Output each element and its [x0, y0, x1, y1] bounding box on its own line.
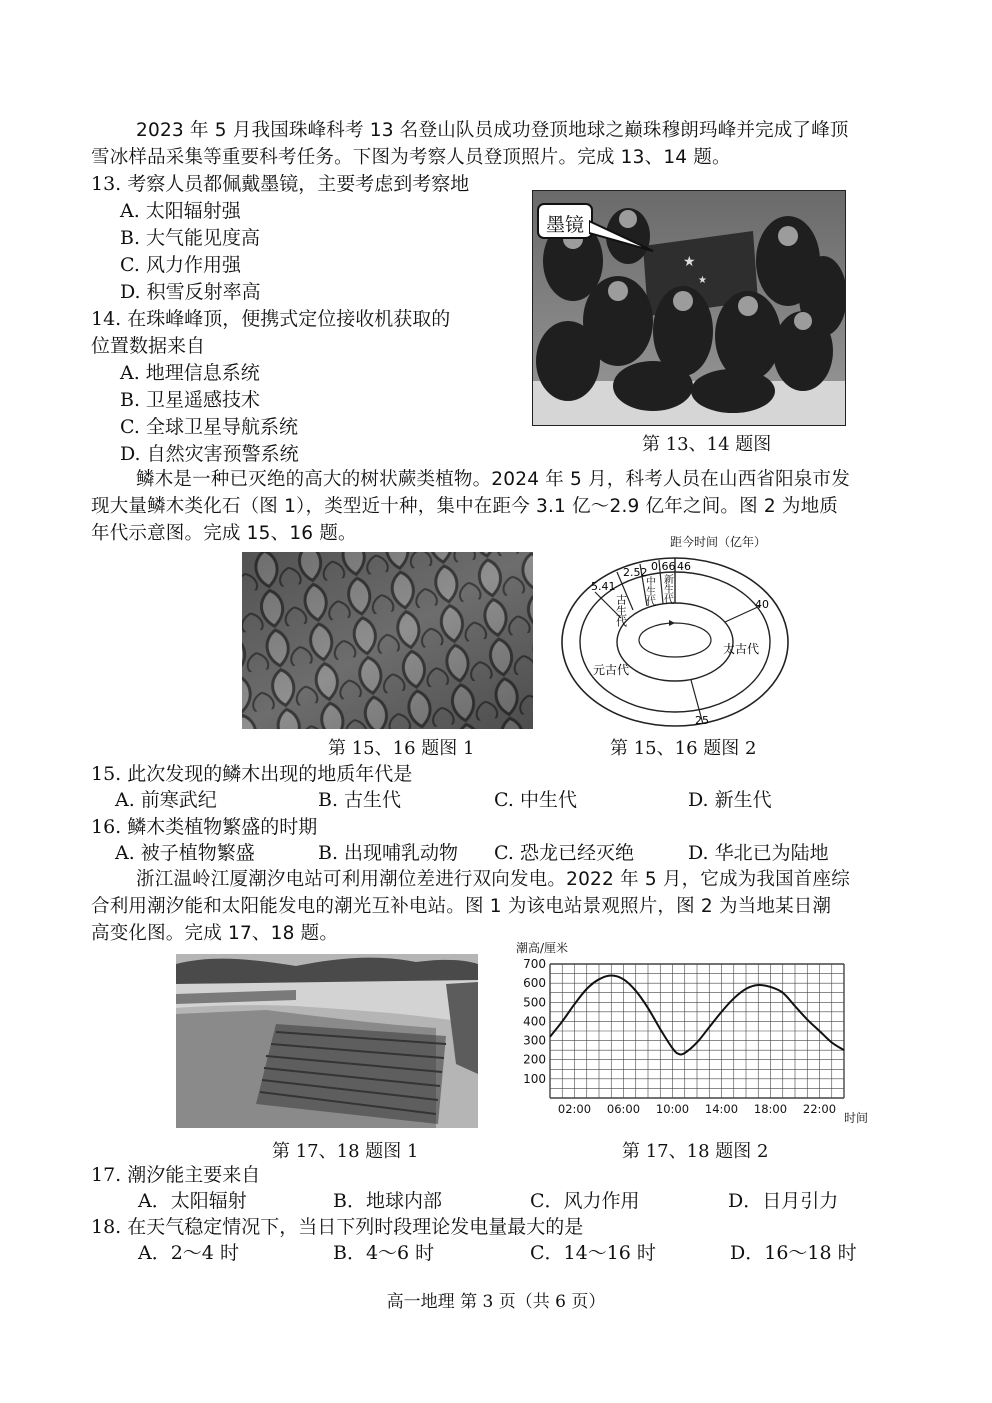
question-14-option-b[interactable]: B. 卫星遥感技术 — [120, 389, 261, 411]
question-18-option-b[interactable]: B．4～6 时 — [333, 1242, 435, 1264]
question-14-option-a[interactable]: A. 地理信息系统 — [120, 362, 260, 384]
y-tick-label: 200 — [523, 1052, 546, 1067]
tide-height-chart — [506, 934, 876, 1134]
question-16-option-a[interactable]: A. 被子植物繁盛 — [115, 842, 255, 864]
passage-3-line-3: 高变化图。完成 17、18 题。 — [91, 923, 339, 944]
tick-2-52-label: 2.52 — [623, 566, 648, 579]
question-15-option-d[interactable]: D. 新生代 — [688, 789, 772, 811]
passage-2-line-3: 年代示意图。完成 15、16 题。 — [91, 523, 357, 544]
summit-photo — [532, 190, 846, 426]
figure-17-18-caption-2: 第 17、18 题图 2 — [622, 1141, 769, 1162]
question-13-option-c[interactable]: C. 风力作用强 — [120, 254, 241, 276]
question-18-stem: 18. 在天气稳定情况下，当日下列时段理论发电量最大的是 — [91, 1216, 584, 1238]
era-paleozoic: 古生代 — [614, 594, 628, 627]
tidal-power-station-photo — [176, 954, 478, 1128]
question-18-option-a[interactable]: A．2～4 时 — [138, 1242, 239, 1264]
chart-y-axis-label: 潮高/厘米 — [516, 941, 569, 955]
inner-ring — [617, 603, 733, 681]
passage-3-line-1: 浙江温岭江厦潮汐电站可利用潮位差进行双向发电。2022 年 5 月，它成为我国首座综 — [136, 869, 850, 890]
question-17-option-d[interactable]: D．日月引力 — [728, 1190, 839, 1212]
figure-13-14-caption: 第 13、14 题图 — [642, 434, 772, 455]
passage-2-line-1: 鳞木是一种已灭绝的高大的树状蕨类植物。2024 年 5 月，科考人员在山西省阳泉市发 — [136, 469, 850, 490]
question-17-option-b[interactable]: B．地球内部 — [333, 1190, 442, 1212]
x-tick-label: 22:00 — [802, 1102, 837, 1116]
chart-x-axis-label: 时间 — [844, 1111, 869, 1125]
figure-15-16-caption-2: 第 15、16 题图 2 — [610, 738, 757, 759]
lepidodendron-fossil-photo — [242, 552, 533, 729]
sunglasses-callout-label: 墨镜 — [545, 214, 584, 236]
arrow-ring — [639, 623, 711, 657]
question-13-stem: 13. 考察人员都佩戴墨镜，主要考虑到考察地 — [91, 173, 470, 195]
time-axis-title: 距今时间（亿年） — [670, 535, 767, 549]
question-17-stem: 17. 潮汐能主要来自 — [91, 1164, 261, 1186]
question-18-option-c[interactable]: C．14～16 时 — [530, 1242, 656, 1264]
question-16-option-d[interactable]: D. 华北已为陆地 — [688, 842, 829, 864]
question-14-option-d[interactable]: D. 自然灾害预警系统 — [120, 443, 299, 465]
question-13-option-a[interactable]: A. 太阳辐射强 — [120, 200, 241, 222]
question-13-option-b[interactable]: B. 大气能见度高 — [120, 227, 261, 249]
svg-text:★: ★ — [683, 254, 696, 270]
y-tick-label: 100 — [523, 1071, 546, 1086]
tick-46-label: 46 — [677, 560, 691, 573]
y-tick-label: 400 — [523, 1014, 546, 1029]
figure-17-18-caption-1: 第 17、18 题图 1 — [272, 1141, 419, 1162]
tick-25-label: 25 — [695, 714, 709, 727]
era-cenozoic: 新生代 — [661, 574, 673, 604]
era-mesozoic: 中生代 — [643, 576, 655, 606]
question-16-option-c[interactable]: C. 恐龙已经灭绝 — [494, 842, 634, 864]
y-tick-label: 500 — [523, 995, 546, 1010]
page-footer: 高一地理 第 3 页（共 6 页） — [386, 1292, 606, 1312]
passage-2-line-2: 现大量鳞木类化石（图 1），类型近十种，集中在距今 3.1 亿～2.9 亿年之间。图 2 为地质 — [91, 496, 839, 517]
x-tick-label: 02:00 — [557, 1102, 592, 1116]
fossil-texture — [242, 552, 533, 729]
x-tick-label: 10:00 — [655, 1102, 690, 1116]
y-tick-label: 700 — [523, 957, 546, 971]
era-proterozoic: 元古代 — [593, 663, 630, 677]
question-15-option-a[interactable]: A. 前寒武纪 — [115, 789, 217, 811]
question-15-option-c[interactable]: C. 中生代 — [494, 789, 577, 811]
x-tick-label: 06:00 — [606, 1102, 641, 1116]
x-tick-label: 18:00 — [753, 1102, 788, 1116]
svg-text:★: ★ — [698, 275, 707, 286]
question-15-stem: 15. 此次发现的鳞木出现的地质年代是 — [91, 763, 413, 785]
figure-15-16-caption-1: 第 15、16 题图 1 — [328, 738, 475, 759]
question-17-option-c[interactable]: C．风力作用 — [530, 1190, 640, 1212]
passage-1-line-2: 雪冰样品采集等重要科考任务。下图为考察人员登顶照片。完成 13、14 题。 — [91, 147, 731, 168]
direction-arrow — [669, 620, 675, 626]
question-14-option-c[interactable]: C. 全球卫星导航系统 — [120, 416, 298, 438]
question-17-option-a[interactable]: A．太阳辐射 — [138, 1190, 247, 1212]
callout-pointer — [589, 217, 659, 257]
question-14-stem-continued: 位置数据来自 — [91, 335, 206, 357]
question-15-option-b[interactable]: B. 古生代 — [318, 789, 402, 811]
x-tick-label: 14:00 — [704, 1102, 739, 1116]
question-16-stem: 16. 鳞木类植物繁盛的时期 — [91, 816, 318, 838]
tick-40-label: 40 — [755, 598, 769, 611]
passage-3-line-2: 合利用潮汐能和太阳能发电的潮光互补电站。图 1 为该电站景观照片，图 2 为当地某日潮 — [91, 896, 832, 917]
tick-5-41-label: 5.41 — [591, 580, 616, 593]
question-14-stem: 14. 在珠峰峰顶，便携式定位接收机获取的 — [91, 308, 451, 330]
tick-0-66-label: 0.66 — [651, 560, 676, 573]
y-tick-label: 300 — [523, 1033, 546, 1048]
y-tick-label: 600 — [523, 976, 546, 991]
station-landscape — [176, 954, 478, 1128]
geologic-time-diagram — [555, 530, 795, 730]
era-archean: 太古代 — [723, 642, 760, 656]
sunglasses-callout — [537, 203, 593, 239]
question-18-option-d[interactable]: D．16～18 时 — [730, 1242, 857, 1264]
question-13-option-d[interactable]: D. 积雪反射率高 — [120, 281, 261, 303]
passage-1-line-1: 2023 年 5 月我国珠峰科考 13 名登山队员成功登顶地球之巅珠穆朗玛峰并完成了峰顶 — [136, 120, 849, 141]
question-16-option-b[interactable]: B. 出现哺乳动物 — [318, 842, 459, 864]
